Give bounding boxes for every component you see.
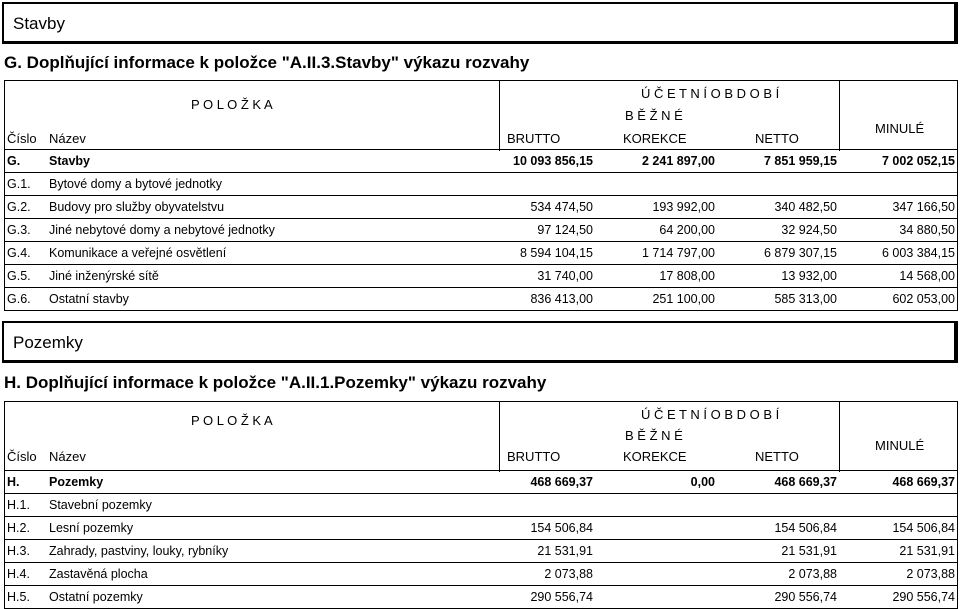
cell-korekce: 251 100,00 [652, 292, 715, 306]
cell-minule: 2 073,88 [906, 567, 955, 581]
cell-brutto: 31 740,00 [537, 269, 593, 283]
cell-cislo: G.4. [7, 246, 31, 260]
stavby-section-heading [2, 2, 958, 44]
cell-minule: 290 556,74 [892, 590, 955, 604]
table-row [4, 150, 958, 173]
pozemky-subtitle: H. Doplňující informace k položce "A.II.1.Pozemky" výkazu rozvahy [4, 373, 547, 392]
cell-nazev: Stavby [49, 154, 90, 168]
cell-korekce: 193 992,00 [652, 200, 715, 214]
cell-netto: 7 851 959,15 [764, 154, 837, 168]
cell-nazev: Ostatní pozemky [49, 590, 143, 604]
cell-netto: 340 482,50 [774, 200, 837, 214]
cell-brutto: 10 093 856,15 [513, 154, 593, 168]
cell-minule: 14 568,00 [899, 269, 955, 283]
stavby-subtitle: G. Doplňující informace k položce "A.II.3.Stavby" výkazu rozvahy [4, 53, 530, 72]
cell-brutto: 21 531,91 [537, 544, 593, 558]
cell-netto: 13 932,00 [781, 269, 837, 283]
header-bezne: B Ě Ž N É [625, 428, 683, 443]
cell-minule: 21 531,91 [899, 544, 955, 558]
cell-cislo: G.3. [7, 223, 31, 237]
cell-netto: 2 073,88 [788, 567, 837, 581]
cell-netto: 6 879 307,15 [764, 246, 837, 260]
cell-netto: 468 669,37 [774, 475, 837, 489]
cell-nazev: Jiné nebytové domy a nebytové jednotky [49, 223, 275, 237]
table-row [4, 196, 958, 219]
cell-minule: 7 002 052,15 [882, 154, 955, 168]
cell-netto: 154 506,84 [774, 521, 837, 535]
cell-cislo: H.3. [7, 544, 30, 558]
header-brutto: BRUTTO [507, 131, 561, 146]
header-nazev: Název [49, 449, 86, 464]
cell-korekce: 64 200,00 [659, 223, 715, 237]
cell-cislo: H.2. [7, 521, 30, 535]
table-row [4, 563, 958, 586]
header-bezne: B Ě Ž N É [625, 108, 683, 123]
cell-minule: 347 166,50 [892, 200, 955, 214]
cell-nazev: Stavební pozemky [49, 498, 152, 512]
header-ucetni-obdobi: Ú Č E T N Í O B D O B Í [641, 86, 780, 101]
cell-korekce: 2 241 897,00 [642, 154, 715, 168]
cell-brutto: 468 669,37 [530, 475, 593, 489]
header-polozka: P O L O Ž K A [191, 97, 273, 112]
cell-brutto: 8 594 104,15 [520, 246, 593, 260]
header-cislo: Číslo [7, 131, 37, 146]
table-row [4, 288, 958, 311]
cell-brutto: 836 413,00 [530, 292, 593, 306]
header-cislo: Číslo [7, 449, 37, 464]
cell-nazev: Jiné inženýrské sítě [49, 269, 159, 283]
cell-korekce: 1 714 797,00 [642, 246, 715, 260]
cell-brutto: 290 556,74 [530, 590, 593, 604]
cell-cislo: H.4. [7, 567, 30, 581]
cell-nazev: Zahrady, pastviny, louky, rybníky [49, 544, 229, 558]
cell-brutto: 97 124,50 [537, 223, 593, 237]
header-ucetni-obdobi: Ú Č E T N Í O B D O B Í [641, 407, 780, 422]
table-row [4, 265, 958, 288]
table-row [4, 173, 958, 196]
cell-brutto: 154 506,84 [530, 521, 593, 535]
cell-nazev: Zastavěná plocha [49, 567, 148, 581]
cell-cislo: H. [7, 475, 20, 489]
cell-minule: 602 053,00 [892, 292, 955, 306]
header-minule: MINULÉ [875, 121, 925, 136]
header-korekce: KOREKCE [623, 449, 687, 464]
table-row [4, 242, 958, 265]
header-netto: NETTO [755, 131, 799, 146]
cell-cislo: G.5. [7, 269, 31, 283]
cell-netto: 32 924,50 [781, 223, 837, 237]
header-nazev: Název [49, 131, 86, 146]
stavby-section-title: Stavby [13, 14, 65, 33]
table-header [4, 401, 958, 471]
pozemky-section-heading [2, 321, 958, 363]
table-row [4, 517, 958, 540]
cell-nazev: Bytové domy a bytové jednotky [49, 177, 223, 191]
cell-nazev: Komunikace a veřejné osvětlení [49, 246, 227, 260]
cell-korekce: 0,00 [690, 475, 715, 489]
cell-netto: 585 313,00 [774, 292, 837, 306]
cell-netto: 21 531,91 [781, 544, 837, 558]
cell-nazev: Budovy pro služby obyvatelstvu [49, 200, 225, 214]
cell-nazev: Pozemky [49, 475, 104, 489]
table-row [4, 586, 958, 609]
table-row [4, 219, 958, 242]
cell-brutto: 2 073,88 [544, 567, 593, 581]
cell-cislo: G.1. [7, 177, 31, 191]
cell-brutto: 534 474,50 [530, 200, 593, 214]
cell-cislo: H.5. [7, 590, 30, 604]
cell-minule: 34 880,50 [899, 223, 955, 237]
cell-cislo: G.6. [7, 292, 31, 306]
cell-nazev: Ostatní stavby [49, 292, 129, 306]
header-polozka: P O L O Ž K A [191, 413, 273, 428]
cell-cislo: G.2. [7, 200, 31, 214]
cell-cislo: H.1. [7, 498, 30, 512]
cell-korekce: 17 808,00 [659, 269, 715, 283]
header-netto: NETTO [755, 449, 799, 464]
cell-minule: 6 003 384,15 [882, 246, 955, 260]
table-row [4, 471, 958, 494]
table-row [4, 494, 958, 517]
cell-minule: 468 669,37 [892, 475, 955, 489]
header-brutto: BRUTTO [507, 449, 561, 464]
pozemky-section-title: Pozemky [13, 333, 83, 352]
header-minule: MINULÉ [875, 438, 925, 453]
header-korekce: KOREKCE [623, 131, 687, 146]
cell-cislo: G. [7, 154, 21, 168]
table-row [4, 540, 958, 563]
cell-netto: 290 556,74 [774, 590, 837, 604]
table-header [4, 80, 958, 150]
cell-nazev: Lesní pozemky [49, 521, 134, 535]
cell-minule: 154 506,84 [892, 521, 955, 535]
